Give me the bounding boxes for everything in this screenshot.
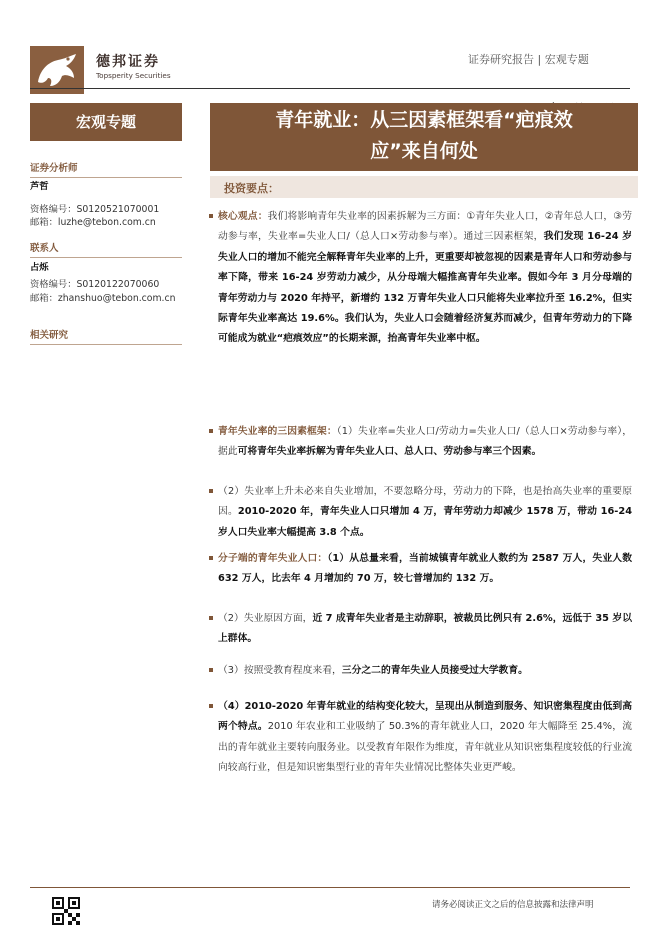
brand-name: 德邦证券 <box>96 54 160 70</box>
paragraph-bold-text: 三分之二的青年失业人员接受过大学教育。 <box>341 665 528 676</box>
contact-heading: 联系人 <box>30 240 182 258</box>
paragraph-bold-text: 2010-2020 年，青年失业人口只增加 4 万，青年劳动力却减少 1578 万，带动 16-24 岁人口失业率大幅提高 3.8 个点。 <box>218 506 633 538</box>
paragraph-text: 2010 年农业和工业吸纳了 50.3%的青年就业人口，2020 年大幅降至 25.4%，流出的青年就业主要转向服务业。以受教育年限作为维度，青年就业从知识密集程度较低的行业流向较高行业，但是知识密集型行业的青年失业情况比整体失业更严峻。 <box>218 721 632 774</box>
paragraph-bold-text: 我们发现 16-24 岁失业人口的增加不能完全解释青年失业率的上升，更重要却被忽视的因素是青年人口和劳动参与率下降，带来 16-24 岁劳动力减少，从分母端大幅推高青年失业率。假如今年 3 月分母端的青年劳动力与 2020 年持平，新增约 132 万青年失业人口只能将失业率拉升至 16.2%，但实际青年失业率高达 19.6%。我们认为，失业人口会随着经济复苏而减少，但青年劳动力的下降可能成为就业“疤痕效应”的长期来源，抬高青年失业率中枢。 <box>218 231 632 345</box>
bullet-icon <box>209 489 213 493</box>
contact-name: 占烁 <box>30 262 49 273</box>
summary-paragraph <box>218 661 632 681</box>
summary-paragraph <box>218 609 632 650</box>
page-title <box>210 105 638 167</box>
analyst-heading: 证券分析师 <box>30 160 182 178</box>
paragraph-bold-text: （4）2010-2020 年青年就业的结构变化较大，呈现出从制造到服务、知识密集程度由低到高两个特点。 <box>218 701 632 733</box>
header-divider <box>30 88 630 89</box>
report-type: 证券研究报告 | 宏观专题 <box>468 53 589 66</box>
paragraph-text: 我们将影响青年失业率的因素拆解为三方面：①青年失业人口，②青年总人口，③劳动参与率，失业率=失业人口/（总人口×劳动参与率）。通过三因素框架， <box>218 211 632 243</box>
bullet-icon <box>209 668 213 672</box>
paragraph-text: （3）按照受教育程度来看， <box>218 665 342 676</box>
bullet-icon <box>209 214 213 218</box>
bullet-icon <box>209 616 213 620</box>
bullet-icon <box>209 556 213 560</box>
summary-paragraph <box>218 422 632 463</box>
analyst-name: 芦哲 <box>30 181 49 192</box>
paragraph-lead: 分子端的青年失业人口： <box>218 553 328 564</box>
contact-email[interactable]: 邮箱：zhanshuo@tebon.com.cn <box>30 293 176 304</box>
brand-english-name: Topsperity Securities <box>96 71 171 80</box>
summary-label: 投资要点： <box>224 182 279 195</box>
bullet-icon <box>209 704 213 708</box>
logo-icon <box>30 46 84 94</box>
contact-certificate: 资格编号：S0120122070060 <box>30 279 160 290</box>
analyst-certificate: 资格编号：S0120521070001 <box>30 204 160 215</box>
paragraph-lead: 核心观点： <box>218 211 268 222</box>
summary-paragraph <box>218 207 632 350</box>
paragraph-bold-text: 近 7 成青年失业者是主动辞职，被裁员比例只有 2.6%，远低于 35 岁以上群体。 <box>218 613 632 645</box>
footer-disclaimer: 请务必阅读正文之后的信息披露和法律声明 <box>432 900 594 910</box>
summary-paragraph <box>218 482 632 543</box>
qr-code-icon <box>52 897 80 925</box>
paragraph-bold-text: 可将青年失业率拆解为青年失业人口、总人口、劳动参与率三个因素。 <box>237 446 542 458</box>
related-research-heading: 相关研究 <box>30 327 182 345</box>
title-line-2: 应”来自何处 <box>370 140 478 162</box>
main-title-box <box>210 103 638 171</box>
paragraph-text: （2）失业率上升未必来自失业增加，不要忽略分母，劳动力的下降，也是抬高失业率的重要原因。 <box>218 486 632 518</box>
summary-paragraph <box>218 549 632 590</box>
summary-header-bar <box>210 176 638 198</box>
category-title: 宏观专题 <box>30 103 182 141</box>
paragraph-bold-text: （1）从总量来看，当前城镇青年就业人数约为 2587 万人，失业人数 632 万人，比去年 4 月增加约 70 万，较七普增加约 132 万。 <box>218 553 632 585</box>
summary-paragraph <box>218 697 632 779</box>
paragraph-text: （1）失业率=失业人口/劳动力=失业人口/（总人口×劳动参与率），据此 <box>218 426 633 458</box>
bullet-icon <box>209 429 213 433</box>
analyst-email[interactable]: 邮箱：luzhe@tebon.com.cn <box>30 217 156 228</box>
paragraph-text: （2）失业原因方面， <box>218 613 313 624</box>
footer-divider <box>30 887 630 888</box>
title-line-1: 青年就业：从三因素框架看“疤痕效 <box>275 109 573 131</box>
paragraph-lead: 青年失业率的三因素框架： <box>218 426 337 437</box>
